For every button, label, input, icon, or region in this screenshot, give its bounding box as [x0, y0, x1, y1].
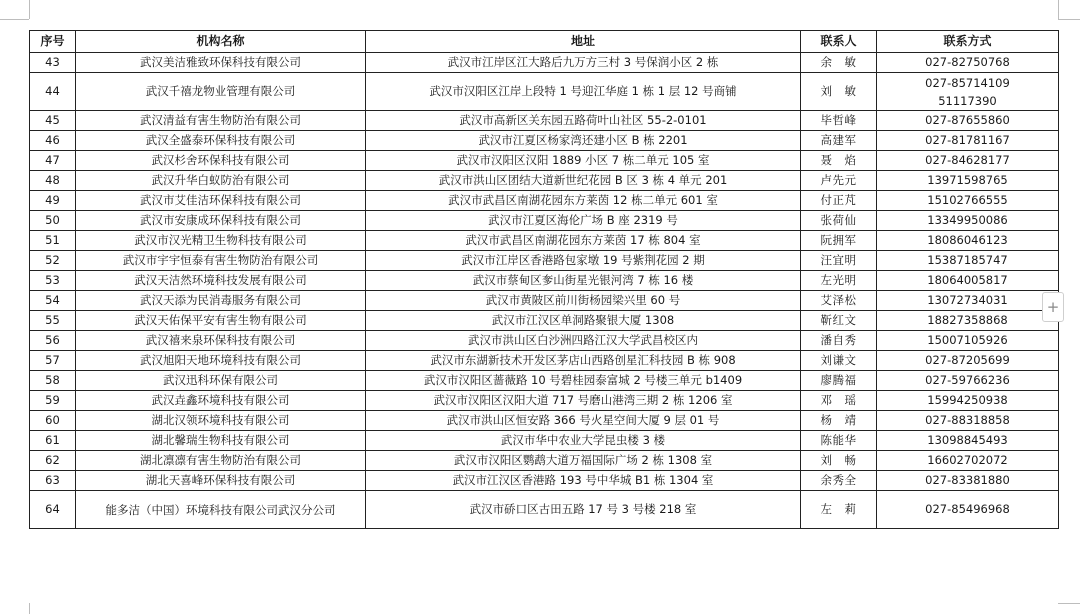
row-contact: 潘自秀 — [801, 331, 877, 351]
crop-mark — [29, 0, 30, 19]
row-index: 49 — [30, 191, 76, 211]
row-phone: 15994250938 — [877, 391, 1059, 411]
table-row — [30, 131, 1059, 151]
row-index: 57 — [30, 351, 76, 371]
add-button[interactable]: + — [1042, 292, 1064, 322]
row-index: 44 — [30, 73, 76, 111]
row-index: 43 — [30, 53, 76, 73]
row-address: 武汉市汉阳区汉阳大道 717 号磨山港湾三期 2 栋 1206 室 — [366, 391, 801, 411]
row-address: 武汉市汉阳区汉阳 1889 小区 7 栋二单元 105 室 — [366, 151, 801, 171]
table-row — [30, 411, 1059, 431]
row-name: 武汉市汉光精卫生物科技有限公司 — [76, 231, 366, 251]
row-name: 武汉清益有害生物防治有限公司 — [76, 111, 366, 131]
row-phone: 15007105926 — [877, 331, 1059, 351]
row-address: 武汉市高新区关东园五路荷叶山社区 55-2-0101 — [366, 111, 801, 131]
row-address: 武汉市汉阳区蔷薇路 10 号碧桂园泰富城 2 号楼三单元 b1409 — [366, 371, 801, 391]
row-address: 武汉市江夏区杨家湾还建小区 B 栋 2201 — [366, 131, 801, 151]
table-row — [30, 171, 1059, 191]
row-address: 武汉市江汉区单洞路聚银大厦 1308 — [366, 311, 801, 331]
table-row — [30, 251, 1059, 271]
table-row — [30, 73, 1059, 111]
row-index: 46 — [30, 131, 76, 151]
crop-mark — [29, 603, 30, 614]
row-phone: 16602702072 — [877, 451, 1059, 471]
row-name: 湖北汉领环境科技有限公司 — [76, 411, 366, 431]
row-address: 武汉市华中农业大学昆虫楼 3 楼 — [366, 431, 801, 451]
row-contact: 邓 瑶 — [801, 391, 877, 411]
row-index: 62 — [30, 451, 76, 471]
institution-table — [29, 30, 1059, 529]
row-name: 武汉天佑保平安有害生物有限公司 — [76, 311, 366, 331]
crop-mark — [1058, 19, 1080, 20]
header-phone: 联系方式 — [877, 31, 1059, 53]
table-header-row — [30, 31, 1059, 53]
row-phone: 027-87205699 — [877, 351, 1059, 371]
row-index: 47 — [30, 151, 76, 171]
row-address: 武汉市江岸区江大路后九万方三村 3 号保润小区 2 栋 — [366, 53, 801, 73]
row-phone: 027-59766236 — [877, 371, 1059, 391]
row-contact: 杨 靖 — [801, 411, 877, 431]
row-phone: 027-81781167 — [877, 131, 1059, 151]
row-name: 武汉全盛泰环保科技有限公司 — [76, 131, 366, 151]
header-contact: 联系人 — [801, 31, 877, 53]
row-contact: 廖腾福 — [801, 371, 877, 391]
row-address: 武汉市洪山区恒安路 366 号火星空间大厦 9 层 01 号 — [366, 411, 801, 431]
row-phone: 18827358868 — [877, 311, 1059, 331]
row-name: 武汉千禧龙物业管理有限公司 — [76, 73, 366, 111]
row-phone: 027-82750768 — [877, 53, 1059, 73]
table-row — [30, 111, 1059, 131]
crop-mark — [1058, 603, 1080, 604]
table-row — [30, 191, 1059, 211]
table-row — [30, 431, 1059, 451]
row-index: 48 — [30, 171, 76, 191]
row-phone: 027-85714109 51117390 — [877, 73, 1059, 111]
row-name: 武汉天添为民消毒服务有限公司 — [76, 291, 366, 311]
row-phone: 027-84628177 — [877, 151, 1059, 171]
row-name: 武汉垚鑫环境科技有限公司 — [76, 391, 366, 411]
row-index: 54 — [30, 291, 76, 311]
row-name: 湖北天喜峰环保科技有限公司 — [76, 471, 366, 491]
row-phone: 13098845493 — [877, 431, 1059, 451]
table-row — [30, 371, 1059, 391]
row-phone: 13349950086 — [877, 211, 1059, 231]
table-row — [30, 491, 1059, 529]
row-contact: 左光明 — [801, 271, 877, 291]
table-row — [30, 451, 1059, 471]
row-index: 61 — [30, 431, 76, 451]
row-name: 湖北馨瑞生物科技有限公司 — [76, 431, 366, 451]
row-contact: 刘 敏 — [801, 73, 877, 111]
crop-mark — [0, 19, 29, 20]
row-name: 武汉市艾佳洁环保科技有限公司 — [76, 191, 366, 211]
row-phone: 18064005817 — [877, 271, 1059, 291]
row-name: 湖北凛凛有害生物防治有限公司 — [76, 451, 366, 471]
table-row — [30, 291, 1059, 311]
row-address: 武汉市江岸区香港路包家墩 19 号紫荆花园 2 期 — [366, 251, 801, 271]
row-index: 56 — [30, 331, 76, 351]
row-phone: 027-83381880 — [877, 471, 1059, 491]
row-address: 武汉市武昌区南湖花园东方莱茵 17 栋 804 室 — [366, 231, 801, 251]
row-index: 53 — [30, 271, 76, 291]
row-index: 50 — [30, 211, 76, 231]
row-phone: 027-88318858 — [877, 411, 1059, 431]
table-row — [30, 351, 1059, 371]
row-address: 武汉市江夏区海伦广场 B 座 2319 号 — [366, 211, 801, 231]
row-index: 60 — [30, 411, 76, 431]
row-address: 武汉市洪山区白沙洲四路江汉大学武昌校区内 — [366, 331, 801, 351]
row-index: 59 — [30, 391, 76, 411]
row-name: 能多洁（中国）环境科技有限公司武汉分公司 — [76, 491, 366, 529]
row-address: 武汉市江汉区香港路 193 号中华城 B1 栋 1304 室 — [366, 471, 801, 491]
row-index: 51 — [30, 231, 76, 251]
row-contact: 聂 焰 — [801, 151, 877, 171]
table-row — [30, 53, 1059, 73]
row-index: 52 — [30, 251, 76, 271]
row-address: 武汉市黄陂区前川街杨园梁兴里 60 号 — [366, 291, 801, 311]
row-phone: 027-87655860 — [877, 111, 1059, 131]
row-name: 武汉旭阳天地环境科技有限公司 — [76, 351, 366, 371]
row-contact: 余 敏 — [801, 53, 877, 73]
row-phone: 18086046123 — [877, 231, 1059, 251]
row-index: 64 — [30, 491, 76, 529]
row-contact: 陈能华 — [801, 431, 877, 451]
row-contact: 艾泽松 — [801, 291, 877, 311]
row-index: 58 — [30, 371, 76, 391]
row-name: 武汉迅科环保有限公司 — [76, 371, 366, 391]
row-address: 武汉市汉阳区鹦鹉大道万福国际广场 2 栋 1308 室 — [366, 451, 801, 471]
table-row — [30, 271, 1059, 291]
row-index: 45 — [30, 111, 76, 131]
header-name: 机构名称 — [76, 31, 366, 53]
row-address: 武汉市武昌区南湖花园东方莱茵 12 栋二单元 601 室 — [366, 191, 801, 211]
row-address: 武汉市东湖新技术开发区茅店山西路创星汇科技园 B 栋 908 — [366, 351, 801, 371]
row-contact: 毕哲峰 — [801, 111, 877, 131]
table-row — [30, 231, 1059, 251]
row-name: 武汉禧来泉环保科技有限公司 — [76, 331, 366, 351]
row-contact: 余秀全 — [801, 471, 877, 491]
row-contact: 左 莉 — [801, 491, 877, 529]
table-row — [30, 391, 1059, 411]
row-contact: 刘谦文 — [801, 351, 877, 371]
table-row — [30, 471, 1059, 491]
row-phone: 13072734031 — [877, 291, 1059, 311]
row-name: 武汉天洁然环境科技发展有限公司 — [76, 271, 366, 291]
row-name: 武汉市宇宇恒泰有害生物防治有限公司 — [76, 251, 366, 271]
row-index: 55 — [30, 311, 76, 331]
row-contact: 卢先元 — [801, 171, 877, 191]
row-contact: 阮拥军 — [801, 231, 877, 251]
header-index: 序号 — [30, 31, 76, 53]
row-address: 武汉市硚口区古田五路 17 号 3 号楼 218 室 — [366, 491, 801, 529]
row-address: 武汉市洪山区团结大道新世纪花园 B 区 3 栋 4 单元 201 — [366, 171, 801, 191]
row-contact: 高建军 — [801, 131, 877, 151]
table-row — [30, 211, 1059, 231]
row-address: 武汉市蔡甸区奓山街星光银河湾 7 栋 16 楼 — [366, 271, 801, 291]
table-row — [30, 151, 1059, 171]
row-contact: 靳红文 — [801, 311, 877, 331]
row-phone: 027-85496968 — [877, 491, 1059, 529]
row-name: 武汉升华白蚁防治有限公司 — [76, 171, 366, 191]
row-contact: 付正芃 — [801, 191, 877, 211]
row-name: 武汉美洁雅致环保科技有限公司 — [76, 53, 366, 73]
row-contact: 张荷仙 — [801, 211, 877, 231]
row-name: 武汉市安康成环保科技有限公司 — [76, 211, 366, 231]
table-row — [30, 331, 1059, 351]
row-address: 武汉市汉阳区江岸上段特 1 号迎江华庭 1 栋 1 层 12 号商铺 — [366, 73, 801, 111]
row-phone: 15102766555 — [877, 191, 1059, 211]
table-row — [30, 311, 1059, 331]
row-contact: 刘 畅 — [801, 451, 877, 471]
row-phone: 13971598765 — [877, 171, 1059, 191]
row-phone: 15387185747 — [877, 251, 1059, 271]
crop-mark — [1058, 0, 1059, 19]
row-name: 武汉杉舍环保科技有限公司 — [76, 151, 366, 171]
row-contact: 汪宜明 — [801, 251, 877, 271]
header-address: 地址 — [366, 31, 801, 53]
row-index: 63 — [30, 471, 76, 491]
